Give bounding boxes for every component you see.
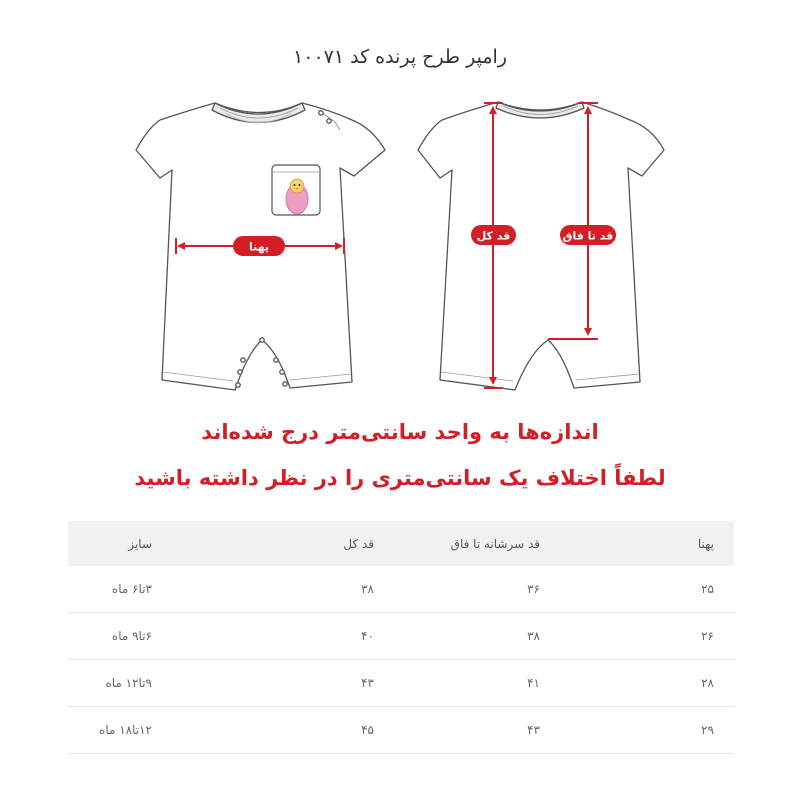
cell-size: ۱۲تا۱۸ ماه [99,723,152,737]
cell-width: ۲۸ [701,676,714,690]
cell-shoulder-to-crotch: ۳۶ [527,582,540,596]
cell-width: ۲۹ [701,723,714,737]
size-guide-illustration [0,90,800,400]
header-shoulder-to-crotch: قد سرشانه تا فاق [450,536,540,551]
cell-total-length: ۴۵ [361,723,374,737]
header-size: سایز [128,536,152,551]
width-label: پهنا [248,240,270,254]
table-row [68,660,734,707]
cell-total-length: ۴۰ [361,629,374,643]
cell-width: ۲۶ [701,629,714,643]
unit-note: اندازه‌ها به واحد سانتی‌متر درج شده‌اند [201,420,599,444]
table-row [68,566,734,613]
bird-pocket-icon [272,165,320,215]
shoulder-to-crotch-label: قد تا فاق [562,229,614,243]
table-row [68,707,734,754]
total-length-label: قد کل [476,229,511,243]
header-total-length: قد کل [343,536,374,551]
cell-shoulder-to-crotch: ۴۳ [527,723,540,737]
cell-width: ۲۵ [701,582,714,596]
cell-shoulder-to-crotch: ۳۸ [527,629,540,643]
cell-shoulder-to-crotch: ۴۱ [527,676,540,690]
header-width: پهنا [697,536,714,551]
cell-size: ۶تا۹ ماه [111,629,152,643]
cell-size: ۳تا۶ ماه [111,582,152,596]
page-title: رامپر طرح پرنده کد ۱۰۰۷۱ [293,46,507,68]
size-table [68,521,734,754]
table-row [68,613,734,660]
romper-back-outline [418,102,664,390]
cell-total-length: ۴۳ [361,676,374,690]
cell-size: ۹تا۱۲ ماه [105,676,152,690]
table-header-row [68,521,734,566]
tolerance-note: لطفاً اختلاف یک سانتی‌متری را در نظر داشته باشید [134,466,666,490]
cell-total-length: ۳۸ [361,582,374,596]
